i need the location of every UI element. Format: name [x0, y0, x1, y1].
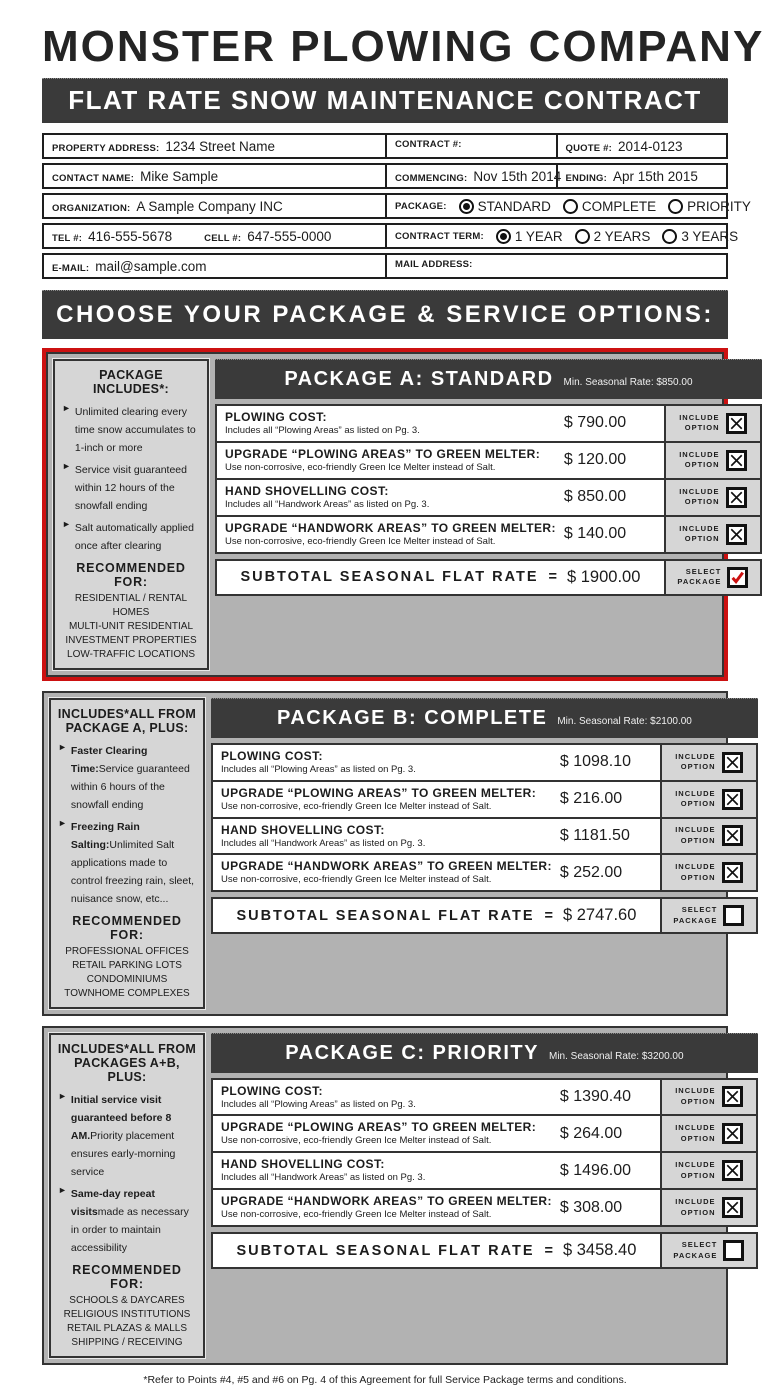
table-row [213, 1151, 756, 1188]
line-item-price: $ 308.00 [559, 1198, 623, 1216]
include-option-checkbox[interactable] [726, 524, 747, 545]
line-item-desc: Use non-corrosive, eco-friendly Green Ice Melter instead of Salt. [225, 461, 496, 473]
quote-number-value[interactable]: 2014-0123 [617, 139, 683, 154]
select-label: SELECT [681, 905, 718, 915]
recommended-item: TOWNHOME COMPLEXES [64, 987, 190, 999]
include-label: INCLUDE [679, 486, 720, 496]
option-label: OPTION [684, 460, 720, 470]
contract-number-field[interactable] [385, 135, 556, 157]
package-b-main [211, 698, 758, 1009]
line-item-desc: Includes all “Handwork Areas” as listed on Pg. 3. [221, 1172, 426, 1184]
package-a-section [46, 352, 724, 677]
quote-number-field[interactable] [556, 135, 727, 157]
arrow-bullet-icon: ► [58, 1184, 67, 1195]
line-item-title: HAND SHOVELLING COST: [225, 483, 389, 498]
option-label: OPTION [684, 534, 720, 544]
select-package-checkbox[interactable] [723, 1240, 744, 1261]
contract-term-label: CONTRACT TERM: [395, 231, 484, 242]
package-a-includes-heading: PACKAGE INCLUDES*: [93, 368, 169, 397]
x-mark-icon [729, 490, 744, 505]
list-item [56, 817, 198, 907]
select-package-cell [660, 1234, 756, 1267]
arrow-bullet-icon: ► [62, 402, 71, 413]
option-label: OPTION [680, 762, 716, 772]
select-package-checkbox[interactable] [727, 567, 748, 588]
include-option-cell [660, 745, 756, 780]
package-c-title: PACKAGE C: PRIORITY [285, 1041, 539, 1064]
commencing-label: COMMENCING: [395, 173, 468, 184]
line-item-price: $ 216.00 [559, 790, 623, 808]
x-mark-icon [725, 865, 740, 880]
line-item-title: UPGRADE “PLOWING AREAS” TO GREEN MELTER: [221, 1120, 537, 1135]
bullet-lead: Initial service visit guaranteed before 8 AM. [70, 1093, 172, 1142]
subtotal-value: $ 2747.60 [563, 906, 637, 925]
email-value[interactable]: mail@sample.com [95, 259, 207, 274]
package-b-line-items [211, 743, 758, 893]
option-label: OPTION [680, 1207, 716, 1217]
line-item-price: $ 850.00 [563, 488, 627, 506]
contract-term-field [385, 225, 739, 247]
info-row-contact [42, 163, 728, 189]
include-label: INCLUDE [675, 825, 716, 835]
recommended-item: RETAIL PLAZAS & MALLS [66, 1322, 188, 1334]
x-mark-icon [725, 828, 740, 843]
x-mark-icon [725, 792, 740, 807]
line-item-price: $ 252.00 [559, 863, 623, 881]
list-item [56, 1184, 198, 1256]
package-c-section [42, 1026, 728, 1365]
option-label: OPTION [680, 1096, 716, 1106]
include-option-cell [660, 819, 756, 854]
line-item-desc: Includes all “Plowing Areas” as listed on Pg. 3. [225, 425, 420, 436]
include-option-checkbox[interactable] [726, 487, 747, 508]
line-item-price: $ 1098.10 [559, 753, 632, 771]
line-item-desc: Use non-corrosive, eco-friendly Green Ice Melter instead of Salt. [221, 1209, 492, 1221]
property-address-label: PROPERTY ADDRESS: [52, 143, 160, 154]
include-option-checkbox[interactable] [722, 1123, 743, 1144]
select-package-cell [664, 561, 760, 594]
package-c-main [211, 1033, 758, 1358]
table-row [213, 1080, 756, 1115]
radio-package-priority[interactable] [668, 199, 683, 214]
ending-field[interactable] [556, 165, 727, 187]
include-label: INCLUDE [675, 862, 716, 872]
include-option-checkbox[interactable] [722, 825, 743, 846]
table-row [217, 441, 760, 478]
subtotal-label: SUBTOTAL SEASONAL FLAT RATE [240, 569, 539, 585]
option-label: OPTION [680, 872, 716, 882]
table-row [213, 817, 756, 854]
info-row-organization [42, 193, 751, 219]
table-row [213, 853, 756, 890]
select-label: SELECT [685, 566, 722, 576]
x-mark-icon [725, 1126, 740, 1141]
organization-field[interactable] [44, 195, 385, 217]
terms-footnote: *Refer to Points #4, #5 and #6 on Pg. 4 of this Agreement for full Service Package terms and conditions. [143, 1373, 627, 1386]
package-c-includes-heading: INCLUDES*ALL FROM PACKAGES A+B, PLUS: [57, 1041, 197, 1085]
organization-label: ORGANIZATION: [52, 203, 131, 214]
package-a-title: PACKAGE A: STANDARD [284, 368, 554, 390]
contract-info-grid [42, 133, 751, 279]
contract-title-banner: FLAT RATE SNOW MAINTENANCE CONTRACT [42, 78, 728, 123]
line-item-desc: Use non-corrosive, eco-friendly Green Ice Melter instead of Salt. [225, 535, 496, 547]
recommended-heading: RECOMMENDED FOR: [72, 1262, 182, 1291]
package-c-header [211, 1033, 758, 1073]
package-label: PACKAGE: [395, 201, 447, 212]
subtotal-label: SUBTOTAL SEASONAL FLAT RATE [236, 907, 535, 924]
option-label: OPTION [680, 799, 716, 809]
radio-term-2years-label: 2 YEARS [593, 229, 651, 244]
list-item [56, 1090, 198, 1180]
x-mark-icon [729, 453, 744, 468]
bullet-text: Priority placement ensures early-morning service [70, 1129, 176, 1178]
contact-name-label: CONTACT NAME: [52, 173, 135, 184]
mail-address-label: MAIL ADDRESS: [395, 259, 473, 270]
choose-package-banner: CHOOSE YOUR PACKAGE & SERVICE OPTIONS: [42, 290, 728, 339]
line-item-price: $ 790.00 [563, 414, 627, 432]
x-mark-icon [725, 1089, 740, 1104]
line-item-desc: Includes all “Handwork Areas” as listed on Pg. 3. [225, 498, 430, 510]
include-option-cell [660, 1153, 756, 1188]
line-item-desc: Includes all “Handwork Areas” as listed on Pg. 3. [221, 837, 426, 849]
include-label: INCLUDE [675, 1086, 716, 1096]
tel-value[interactable]: 416-555-5678 [88, 229, 173, 244]
line-item-price: $ 1496.00 [559, 1161, 632, 1179]
info-row-address [42, 133, 728, 159]
company-title: MONSTER PLOWING COMPANY [42, 22, 765, 71]
table-row [213, 780, 756, 817]
line-item-desc: Includes all “Plowing Areas” as listed on Pg. 3. [221, 1098, 416, 1110]
include-label: INCLUDE [679, 412, 720, 422]
bullet-text: Unlimited Salt applications made to control freezing rain, sleet, nuisance snow, etc... [70, 838, 195, 905]
package-a-line-items [215, 404, 762, 554]
include-option-checkbox[interactable] [722, 1086, 743, 1107]
radio-package-priority-label: PRIORITY [687, 199, 751, 214]
subtotal-value: $ 3458.40 [563, 1241, 637, 1259]
include-label: INCLUDE [679, 449, 720, 459]
select-package-checkbox[interactable] [723, 905, 744, 926]
package-a-sidebar [53, 359, 209, 670]
email-field[interactable] [44, 255, 385, 277]
radio-package-standard[interactable] [459, 199, 474, 214]
arrow-bullet-icon: ► [62, 518, 71, 529]
equals-sign: = [544, 1242, 553, 1259]
quote-number-label: QUOTE #: [565, 143, 612, 154]
select-label: SELECT [681, 1240, 718, 1249]
line-item-title: UPGRADE “HANDWORK AREAS” TO GREEN MELTER: [225, 520, 556, 535]
package-b-title: PACKAGE B: COMPLETE [276, 706, 548, 729]
package-b-min-rate: Min. Seasonal Rate: $2100.00 [557, 715, 692, 727]
bullet-lead: Faster Clearing Time: [70, 744, 148, 775]
package-label: PACKAGE [673, 1250, 718, 1260]
property-address-field[interactable] [44, 135, 385, 157]
line-item-desc: Use non-corrosive, eco-friendly Green Ice Melter instead of Salt. [221, 874, 492, 886]
package-c-line-items [211, 1078, 758, 1228]
include-option-checkbox[interactable] [722, 789, 743, 810]
bullet-text: Unlimited clearing every time snow accumulates to 1-inch or more [74, 405, 196, 454]
recommended-item: SHIPPING / RECEIVING [71, 1336, 183, 1348]
table-row [213, 1188, 756, 1225]
package-b-header [211, 698, 758, 738]
ending-label: ENDING: [565, 173, 608, 184]
include-option-cell [660, 782, 756, 817]
include-label: INCLUDE [675, 1197, 716, 1207]
bullet-lead: Freezing Rain Salting: [70, 820, 140, 851]
radio-package-complete[interactable] [563, 199, 578, 214]
include-label: INCLUDE [675, 788, 716, 798]
include-option-cell [664, 406, 760, 441]
recommended-item: LOW-TRAFFIC LOCATIONS [67, 648, 195, 660]
package-b-includes-heading: INCLUDES*ALL FROM PACKAGE A, PLUS: [57, 706, 197, 736]
bullet-text: Service guaranteed within 6 hours of the snowfall ending [70, 762, 190, 811]
organization-value[interactable]: A Sample Company INC [136, 199, 283, 214]
x-mark-icon [725, 1163, 740, 1178]
include-option-cell [660, 855, 756, 890]
option-label: OPTION [680, 1170, 716, 1180]
recommended-heading: RECOMMENDED FOR: [72, 913, 182, 942]
tel-label: TEL #: [52, 233, 83, 244]
list-item [60, 402, 202, 456]
table-row [213, 745, 756, 780]
package-choice-field [385, 195, 751, 217]
package-a-subtotal-row [215, 559, 762, 596]
include-label: INCLUDE [675, 1123, 716, 1133]
include-option-checkbox[interactable] [726, 413, 747, 434]
email-label: E-MAIL: [52, 263, 90, 274]
equals-sign: = [548, 569, 557, 585]
include-option-cell [664, 517, 760, 552]
radio-package-standard-label: STANDARD [477, 199, 551, 214]
package-a-main [215, 359, 762, 670]
table-row [217, 406, 760, 441]
radio-term-1year[interactable] [496, 229, 511, 244]
line-item-title: UPGRADE “HANDWORK AREAS” TO GREEN MELTER: [221, 859, 552, 874]
commencing-field[interactable] [385, 165, 562, 187]
x-mark-icon [725, 1200, 740, 1215]
include-option-checkbox[interactable] [722, 1160, 743, 1181]
line-item-price: $ 140.00 [563, 525, 627, 543]
table-row [217, 478, 760, 515]
recommended-item: SCHOOLS & DAYCARES [69, 1294, 185, 1306]
line-item-title: UPGRADE “HANDWORK AREAS” TO GREEN MELTER: [221, 1194, 552, 1209]
include-label: INCLUDE [675, 1160, 716, 1170]
radio-term-2years[interactable] [575, 229, 590, 244]
package-b-section [42, 691, 728, 1016]
list-item [56, 741, 198, 813]
line-item-title: UPGRADE “PLOWING AREAS” TO GREEN MELTER: [221, 785, 537, 800]
radio-term-3years[interactable] [662, 229, 677, 244]
cell-value[interactable]: 647-555-0000 [247, 229, 332, 244]
include-option-checkbox[interactable] [726, 450, 747, 471]
package-a-min-rate: Min. Seasonal Rate: $850.00 [563, 377, 693, 388]
recommended-item: INVESTMENT PROPERTIES [65, 634, 197, 646]
package-label: PACKAGE [677, 577, 722, 586]
option-label: OPTION [680, 835, 716, 845]
option-label: OPTION [680, 1133, 716, 1143]
commencing-value[interactable]: Nov 15th 2014 [473, 169, 562, 184]
package-c-min-rate: Min. Seasonal Rate: $3200.00 [549, 1050, 684, 1062]
subtotal-label: SUBTOTAL SEASONAL FLAT RATE [236, 1242, 535, 1259]
recommended-item: RETAIL PARKING LOTS [72, 959, 182, 971]
radio-term-1year-label: 1 YEAR [514, 229, 563, 244]
recommended-item: RESIDENTIAL / RENTAL HOMES [74, 592, 188, 618]
include-label: INCLUDE [679, 523, 720, 533]
include-option-checkbox[interactable] [722, 862, 743, 883]
line-item-price: $ 120.00 [563, 451, 627, 469]
mail-address-field[interactable] [385, 255, 726, 277]
package-c-subtotal-row [211, 1232, 758, 1269]
recommended-item: RELIGIOUS INSTITUTIONS [63, 1308, 191, 1320]
contract-number-label: CONTRACT #: [395, 139, 462, 150]
table-row [217, 515, 760, 552]
package-label: PACKAGE [673, 915, 718, 925]
line-item-price: $ 1181.50 [559, 826, 630, 844]
radio-term-3years-label: 3 YEARS [681, 229, 739, 244]
phone-fields [44, 225, 385, 247]
package-b-sidebar [49, 698, 205, 1009]
line-item-desc: Use non-corrosive, eco-friendly Green Ice Melter instead of Salt. [221, 800, 492, 812]
line-item-title: UPGRADE “PLOWING AREAS” TO GREEN MELTER: [225, 446, 541, 461]
x-mark-icon [729, 527, 744, 542]
table-row [213, 1114, 756, 1151]
line-item-title: PLOWING COST: [221, 748, 323, 763]
arrow-bullet-icon: ► [62, 460, 71, 471]
package-a-header [215, 359, 762, 399]
option-label: OPTION [684, 423, 720, 433]
line-item-title: HAND SHOVELLING COST: [221, 1157, 385, 1172]
option-label: OPTION [684, 497, 720, 507]
include-option-cell [664, 480, 760, 515]
include-option-cell [660, 1116, 756, 1151]
line-item-title: HAND SHOVELLING COST: [221, 822, 385, 837]
line-item-title: PLOWING COST: [221, 1083, 323, 1098]
x-mark-icon [725, 755, 740, 770]
line-item-price: $ 264.00 [559, 1124, 623, 1142]
recommended-item: CONDOMINIUMS [86, 973, 168, 985]
include-option-cell [660, 1190, 756, 1225]
recommended-item: MULTI-UNIT RESIDENTIAL [68, 620, 194, 632]
property-address-value[interactable]: 1234 Street Name [165, 139, 275, 154]
bullet-lead: Same-day repeat visits [70, 1187, 155, 1218]
include-option-checkbox[interactable] [722, 1197, 743, 1218]
radio-package-complete-label: COMPLETE [581, 199, 657, 214]
ending-value[interactable]: Apr 15th 2015 [613, 169, 698, 184]
info-row-phones [42, 223, 739, 249]
arrow-bullet-icon: ► [58, 741, 67, 752]
include-option-checkbox[interactable] [722, 752, 743, 773]
arrow-bullet-icon: ► [58, 817, 67, 828]
list-item [60, 518, 202, 554]
recommended-item: PROFESSIONAL OFFICES [65, 945, 189, 957]
bullet-text: Service visit guaranteed within 12 hours of the snowfall ending [74, 463, 187, 512]
contact-name-field[interactable] [44, 165, 385, 187]
package-a-selected-outline [42, 348, 728, 681]
include-option-cell [664, 443, 760, 478]
package-b-subtotal-row [211, 897, 758, 934]
equals-sign: = [544, 907, 553, 924]
bullet-text: Salt automatically applied once after clearing [74, 521, 194, 552]
red-check-icon [730, 570, 745, 585]
info-row-mail [42, 253, 728, 279]
x-mark-icon [729, 416, 744, 431]
arrow-bullet-icon: ► [58, 1090, 67, 1101]
line-item-desc: Use non-corrosive, eco-friendly Green Ice Melter instead of Salt. [221, 1135, 492, 1147]
subtotal-value: $ 1900.00 [567, 567, 641, 586]
bullet-text: made as necessary in order to maintain accessibility [70, 1205, 189, 1254]
recommended-heading: RECOMMENDED FOR: [76, 560, 186, 589]
contact-name-value[interactable]: Mike Sample [140, 169, 219, 184]
list-item [60, 460, 202, 514]
include-label: INCLUDE [675, 751, 716, 761]
include-option-cell [660, 1080, 756, 1115]
line-item-title: PLOWING COST: [225, 410, 327, 424]
select-package-cell [660, 899, 756, 932]
cell-label: CELL #: [204, 233, 242, 244]
package-c-sidebar [49, 1033, 205, 1358]
line-item-price: $ 1390.40 [559, 1087, 632, 1105]
line-item-desc: Includes all “Plowing Areas” as listed on Pg. 3. [221, 763, 416, 775]
